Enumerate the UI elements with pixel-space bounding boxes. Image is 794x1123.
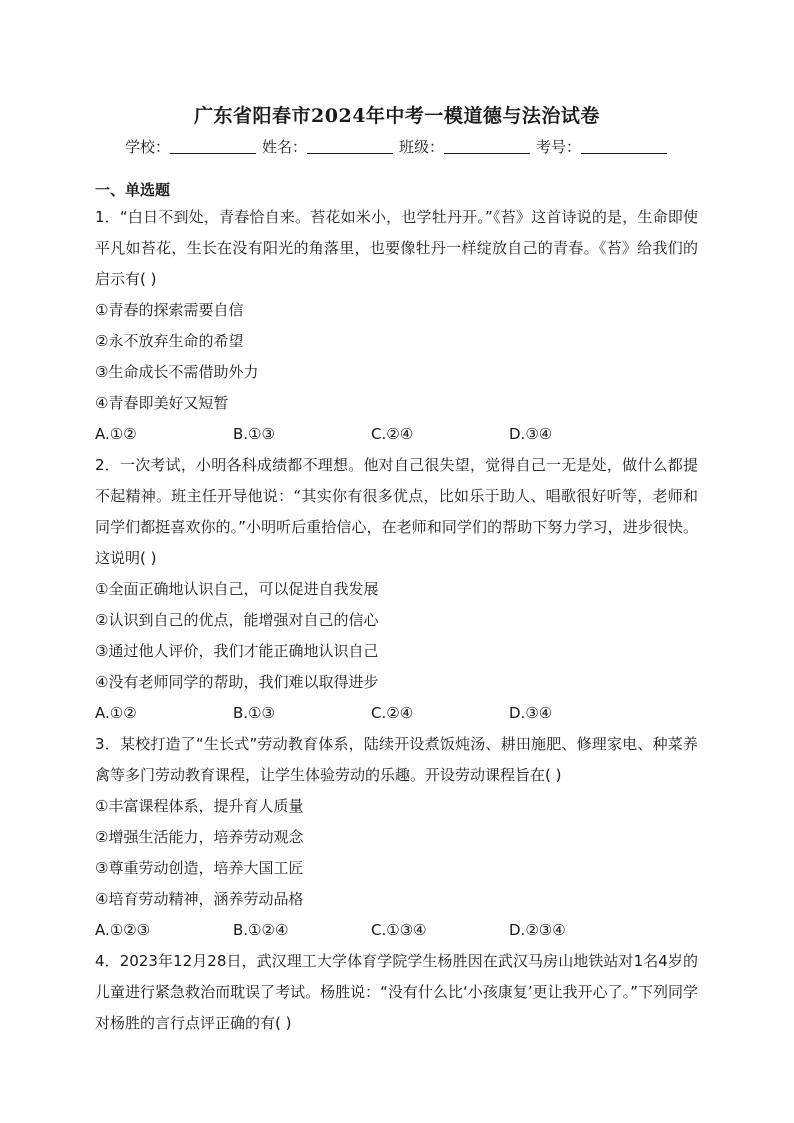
statement-option: ②增强生活能力，培养劳动观念 [95,828,304,846]
question-3 [95,729,698,946]
question-stem: 1．“白日不到处，青春恰自来。苔花如米小，也学牡丹开。”《苔》这首诗说的是，生命即使平凡如苔花，生长在没有阳光的角落里，也要像牡丹一样绽放自己的青春。《苔》给我们的启示有( ) [95,208,698,288]
section-heading: 一、单选题 [95,181,171,199]
question-4 [95,946,698,1039]
choice-c[interactable]: C.②④ [371,425,414,443]
choice-c[interactable]: C.①③④ [371,921,427,939]
choice-d[interactable]: D.③④ [509,704,553,722]
statement-option: ③尊重劳动创造，培养大国工匠 [95,859,304,877]
choice-d[interactable]: D.②③④ [509,921,566,939]
exam-number-field [536,136,669,157]
statement-option: ③通过他人评价，我们才能正确地认识自己 [95,642,379,660]
statement-option: ②永不放弃生命的希望 [95,332,244,350]
school-blank[interactable] [170,139,256,154]
question-stem: 3．某校打造了“生长式”劳动教育体系，陆续开设煮饭炖汤、耕田施肥、修理家电、种菜养禽等多门劳动教育课程，让学生体验劳动的乐趣。开设劳动课程旨在( ) [95,735,698,784]
question-1 [95,202,698,450]
statement-option: ④培育劳动精神，涵养劳动品格 [95,890,304,908]
choice-b[interactable]: B.①③ [233,704,275,722]
statement-option: ①青春的探索需要自信 [95,301,244,319]
statement-option: ①丰富课程体系，提升育人质量 [95,797,304,815]
choice-b[interactable]: B.①②④ [233,921,289,939]
school-field [125,136,258,157]
statement-option: ③生命成长不需借助外力 [95,363,259,381]
statement-option: ④没有老师同学的帮助，我们难以取得进步 [95,673,379,691]
answer-choices [95,698,698,729]
question-list [95,202,698,1039]
statement-option: ④青春即美好又短暂 [95,394,229,412]
choice-c[interactable]: C.②④ [371,704,414,722]
class-label: 班级： [399,138,445,156]
choice-a[interactable]: A.①②③ [95,921,151,939]
name-blank[interactable] [307,139,393,154]
page-title: 广东省阳春市2024年中考一模道德与法治试卷 [194,105,600,127]
choice-b[interactable]: B.①③ [233,425,275,443]
student-info-line [0,136,794,157]
question-2 [95,450,698,729]
class-field [399,136,532,157]
statement-option: ②认识到自己的优点，能增强对自己的信心 [95,611,379,629]
class-blank[interactable] [444,139,530,154]
answer-choices [95,419,698,450]
choice-a[interactable]: A.①② [95,704,137,722]
exam-number-label: 考号： [536,138,582,156]
school-label: 学校： [124,138,170,156]
name-label: 姓名： [261,138,307,156]
name-field [262,136,395,157]
question-stem: 2．一次考试，小明各科成绩都不理想。他对自己很失望，觉得自己一无是处，做什么都提不起精神。班主任开导他说：“其实你有很多优点，比如乐于助人、唱歌很好听等，老师和同学们都挺喜欢你的。”小明听后重拾信心，在老师和同学们的帮助下努力学习，进步很快。这说明( ) [95,456,698,567]
answer-choices [95,915,698,946]
choice-d[interactable]: D.③④ [509,425,553,443]
choice-a[interactable]: A.①② [95,425,137,443]
question-stem: 4．2023年12月28日，武汉理工大学体育学院学生杨胜因在武汉马房山地铁站对1名4岁的儿童进行紧急救治而耽误了考试。杨胜说：“没有什么比‘小孩康复’更让我开心了。”下列同学对杨胜的言行点评正确的有( ) [95,952,698,1032]
exam-number-blank[interactable] [581,139,667,154]
statement-option: ①全面正确地认识自己，可以促进自我发展 [95,580,379,598]
